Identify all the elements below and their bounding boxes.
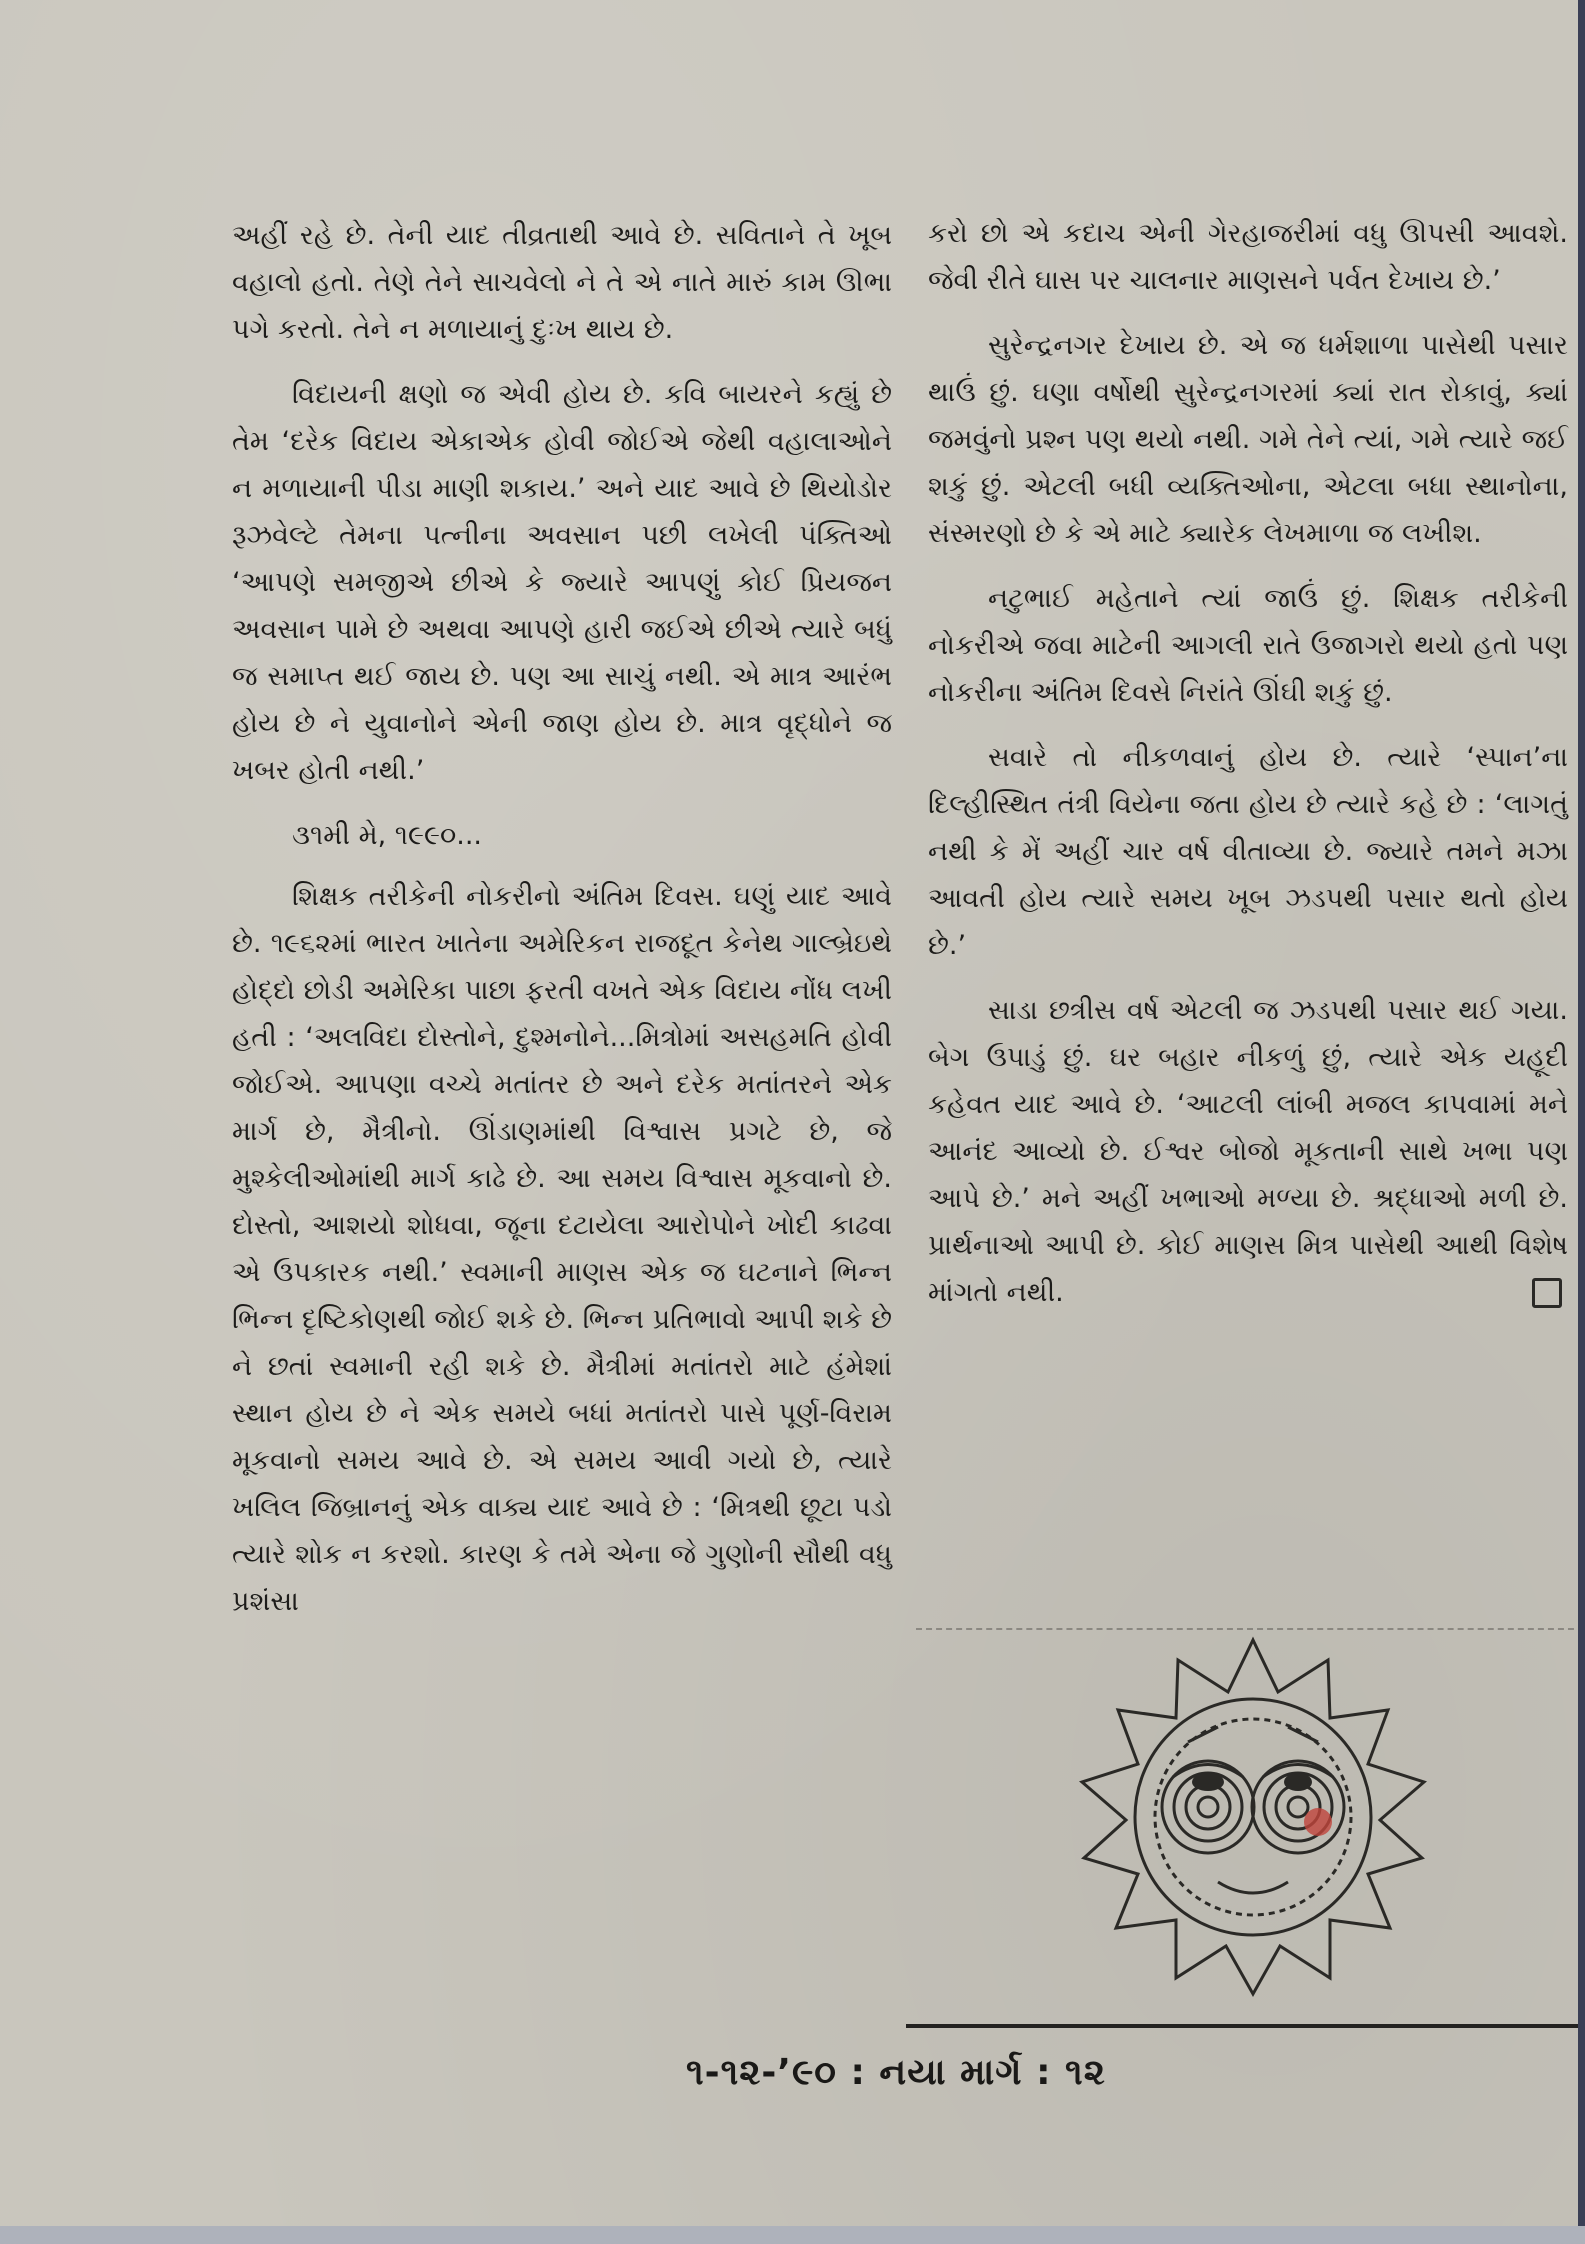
left-paragraph-1: અહીં રહે છે. તેની યાદ તીવ્રતાથી આવે છે. સવિતાને તે ખૂબ વહાલો હતો. તેણે તેને સાચવેલો ને તે એ નાતે મારું કામ ઊભા પગે કરતો. તેને ન મળાયાનું દુઃખ થાય છે. — [232, 220, 892, 345]
footer-rule — [906, 2024, 1585, 2028]
right-paragraph-2: સુરેન્દ્રનગર દેખાય છે. એ જ ધર્મશાળા પાસેથી પસાર થાઉં છું. ઘણા વર્ષોથી સુરેન્દ્રનગરમાં ક્યાં રાત રોકાવું, ક્યાં જમવુંનો પ્રશ્ન પણ થયો નથી. ગમે તેને ત્યાં, ગમે ત્યારે જઈ શકું છું. એટલી બધી વ્યક્તિઓના, એટલા બધા સ્થાનોના, સંસ્મરણો છે કે એ માટે ક્યારેક લેખમાળા જ લખીશ. — [928, 330, 1568, 549]
left-column — [232, 212, 892, 1643]
scan-edge-bottom — [0, 2226, 1585, 2244]
date-heading: ૩૧મી મે, ૧૯૯૦... — [292, 820, 483, 851]
section-divider — [916, 1628, 1584, 1630]
right-paragraph-3: નટુભાઈ મહેતાને ત્યાં જાઉં છું. શિક્ષક તરીકેની નોકરીએ જવા માટેની આગલી રાતે ઉજાગરો થયો હતો પણ નોકરીના અંતિમ દિવસે નિરાંતે ઊંઘી શકું છું. — [928, 583, 1568, 708]
page-footer: ૧-૧૨-’૯૦ : નયા માર્ગ : ૧૨ — [686, 2052, 1106, 2093]
sun-face-ornament-icon — [1068, 1632, 1438, 2002]
right-column — [928, 210, 1568, 1334]
left-paragraph-2: વિદાયની ક્ષણો જ એવી હોય છે. કવિ બાયરને કહ્યું છે તેમ ‘દરેક વિદાય એકાએક હોવી જોઈએ જેથી વહાલાઓને ન મળાયાની પીડા માણી શકાય.’ અને યાદ આવે છે થિયોડોર રૂઝવેલ્ટે તેમના પત્નીના અવસાન પછી લખેલી પંક્તિઓ ‘આપણે સમજીએ છીએ કે જ્યારે આપણું કોઈ પ્રિયજન અવસાન પામે છે અથવા આપણે હારી જઈએ છીએ ત્યારે બધું જ સમાપ્ત થઈ જાય છે. પણ આ સાચું નથી. એ માત્ર આરંભ હોય છે ને યુવાનોને એની જાણ હોય છે. માત્ર વૃદ્ધોને જ ખબર હોતી નથી.’ — [232, 379, 892, 786]
final-paragraph-row — [928, 987, 1568, 1316]
end-square-icon — [1532, 1278, 1562, 1308]
left-paragraph-3: શિક્ષક તરીકેની નોકરીનો અંતિમ દિવસ. ઘણું યાદ આવે છે. ૧૯૬૨માં ભારત ખાતેના અમેરિકન રાજદૂત કેનેથ ગાલ્બ્રેઇથે હોદ્દો છોડી અમેરિકા પાછા ફરતી વખતે એક વિદાય નોંધ લખી હતી : ‘અલવિદા દોસ્તોને, દુશ્મનોને...મિત્રોમાં અસહમતિ હોવી જોઈએ. આપણા વચ્ચે મતાંતર છે અને દરેક મતાંતરને એક માર્ગ છે, મૈત્રીનો. ઊંડાણમાંથી વિશ્વાસ પ્રગટે છે, જે મુશ્કેલીઓમાંથી માર્ગ કાઢે છે. આ સમય વિશ્વાસ મૂકવાનો છે. દોસ્તો, આશયો શોધવા, જૂના દટાયેલા આરોપોને ખોદી કાઢવા એ ઉપકારક નથી.’ સ્વમાની માણસ એક જ ઘટનાને ભિન્ન ભિન્ન દૃષ્ટિકોણથી જોઈ શકે છે. ભિન્ન પ્રતિભાવો આપી શકે છે ને છતાં સ્વમાની રહી શકે છે. મૈત્રીમાં મતાંતરો માટે હંમેશાં સ્થાન હોય છે ને એક સમયે બધાં મતાંતરો પાસે પૂર્ણ-વિરામ મૂકવાનો સમય આવે છે. એ સમય આવી ગયો છે, ત્યારે ખલિલ જિબ્રાનનું એક વાક્ય યાદ આવે છે : ‘મિત્રથી છૂટા પડો ત્યારે શોક ન કરશો. કારણ કે તમે એના જે ગુણોની સૌથી વધુ પ્રશંસા — [232, 881, 892, 1617]
right-paragraph-5: સાડા છત્રીસ વર્ષ એટલી જ ઝડપથી પસાર થઈ ગયા. બેગ ઉપાડું છું. ઘર બહાર નીકળું છું, ત્યારે એક યહૂદી કહેવત યાદ આવે છે. ‘આટલી લાંબી મજલ કાપવામાં મને આનંદ આવ્યો છે. ઈશ્વર બોજો મૂકતાની સાથે ખભા પણ આપે છે.’ મને અહીં ખભાઓ મળ્યા છે. શ્રદ્ધાઓ મળી છે. પ્રાર્થનાઓ આપી છે. કોઈ માણસ મિત્ર પાસેથી આથી વિશેષ માંગતો નથી. — [928, 995, 1568, 1308]
right-paragraph-4: સવારે તો નીકળવાનું હોય છે. ત્યારે ‘સ્પાન’ના દિલ્હીસ્થિત તંત્રી વિયેના જતા હોય છે ત્યારે કહે છે : ‘લાગતું નથી કે મેં અહીં ચાર વર્ષ વીતાવ્યા છે. જ્યારે તમને મઝા આવતી હોય ત્યારે સમય ખૂબ ઝડપથી પસાર થતો હોય છે.’ — [928, 742, 1568, 961]
scan-edge-right — [1578, 0, 1585, 2244]
right-paragraph-1: કરો છો એ કદાચ એની ગેરહાજરીમાં વધુ ઊપસી આવશે. જેવી રીતે ઘાસ પર ચાલનાર માણસને પર્વત દેખાય છે.’ — [928, 218, 1568, 296]
